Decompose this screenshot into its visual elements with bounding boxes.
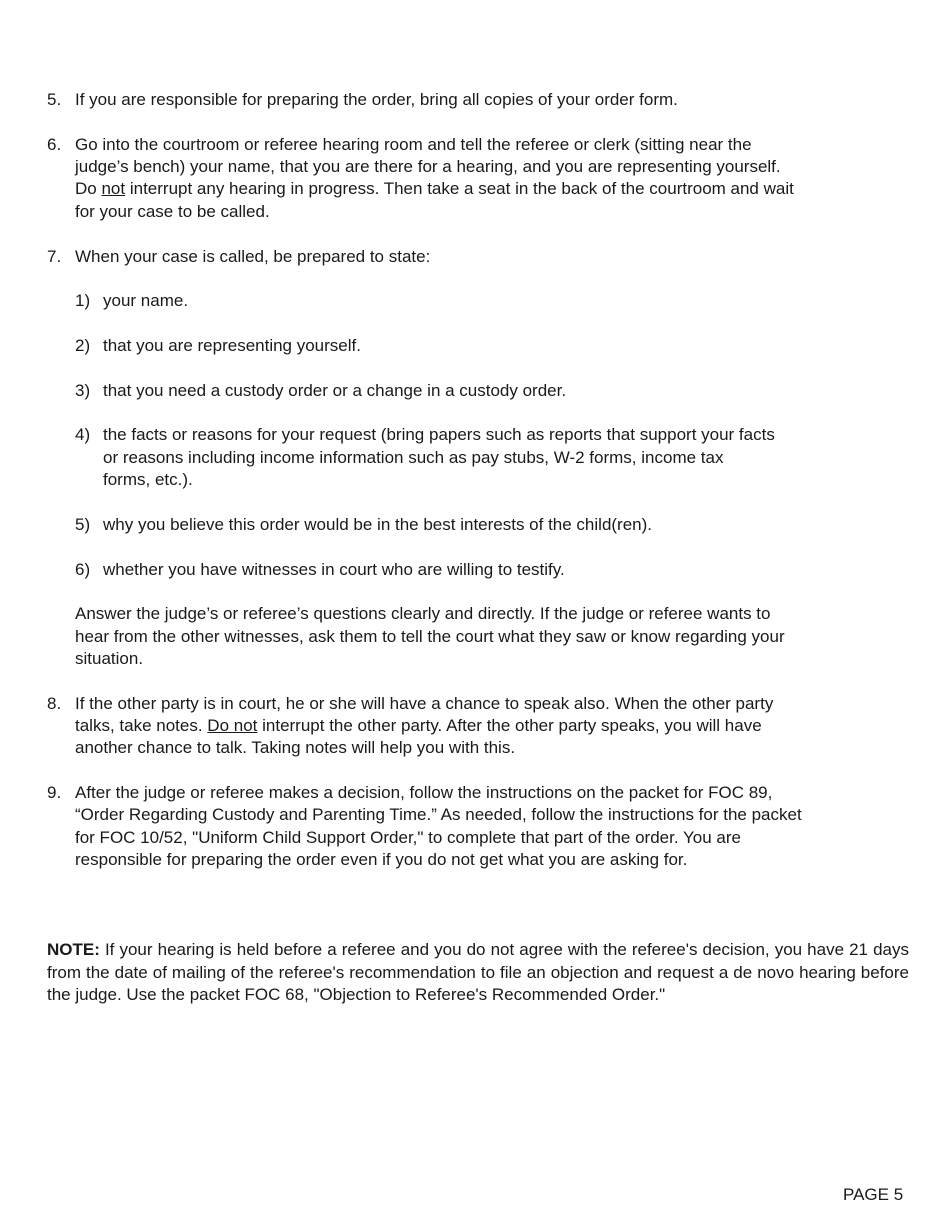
item-text-part: interrupt the other party. After the other party speaks, you will have	[257, 716, 762, 735]
item-text: Go into the courtroom or referee hearing room and tell the referee or clerk (sitting near the	[75, 135, 752, 154]
item-text: for your case to be called.	[75, 202, 270, 221]
item-text: responsible for preparing the order even if you do not get what you are asking for.	[75, 850, 688, 869]
subitem-number: 2)	[75, 336, 91, 355]
subitem-text: forms, etc.).	[103, 470, 193, 489]
emphasis-underline: Do not	[207, 716, 258, 735]
note-label: NOTE:	[47, 940, 100, 959]
item-number: 5.	[47, 90, 62, 109]
note-paragraph	[47, 939, 909, 1007]
subitem-text: whether you have witnesses in court who are willing to testify.	[103, 560, 565, 579]
note-text: If your hearing is held before a referee and you do not agree with the referee's decision, you have 21 days from the date of mailing of the referee's recommendation to file an objection and request a de novo hearing before the judge. Use the packet FOC 68, "Objection to Referee's Recommended Order."	[47, 940, 909, 1004]
subitem-text: that you are representing yourself.	[103, 336, 361, 355]
item-text-part: Do	[75, 179, 102, 198]
subitem-number: 1)	[75, 291, 91, 310]
subitem-text: your name.	[103, 291, 189, 310]
item-text: hear from the other witnesses, ask them to tell the court what they saw or know regarding your	[75, 627, 785, 646]
item-text	[75, 715, 762, 737]
item-text: judge’s bench) your name, that you are there for a hearing, and you are representing yourself.	[75, 157, 781, 176]
subitem-text: that you need a custody order or a change in a custody order.	[103, 381, 567, 400]
subitem-number: 4)	[75, 425, 91, 444]
item-text	[75, 178, 794, 200]
subitem-number: 6)	[75, 560, 91, 579]
subitem-number: 5)	[75, 515, 91, 534]
subitem-text: the facts or reasons for your request (bring papers such as reports that support your facts	[103, 425, 775, 444]
subitem-text: why you believe this order would be in the best interests of the child(ren).	[103, 515, 653, 534]
item-text: “Order Regarding Custody and Parenting Time.” As needed, follow the instructions for the packet	[75, 805, 802, 824]
item-text: for FOC 10/52, "Uniform Child Support Order," to complete that part of the order. You are	[75, 828, 741, 847]
item-number: 6.	[47, 135, 62, 154]
emphasis-underline: not	[101, 179, 126, 198]
item-text: When your case is called, be prepared to state:	[75, 247, 431, 266]
item-text: If the other party is in court, he or she will have a chance to speak also. When the other party	[75, 694, 774, 713]
subitem-number: 3)	[75, 381, 91, 400]
item-text: If you are responsible for preparing the order, bring all copies of your order form.	[75, 90, 678, 109]
item-number: 8.	[47, 694, 62, 713]
item-text-part: talks, take notes.	[75, 716, 208, 735]
item-number: 9.	[47, 783, 62, 802]
item-text: After the judge or referee makes a decision, follow the instructions on the packet for FOC 89,	[75, 783, 773, 802]
item-text-part: interrupt any hearing in progress. Then take a seat in the back of the courtroom and wait	[125, 179, 794, 198]
subitem-text: or reasons including income information such as pay stubs, W-2 forms, income tax	[103, 448, 724, 467]
item-text: Answer the judge’s or referee’s questions clearly and directly. If the judge or referee wants to	[75, 604, 771, 623]
page-number: PAGE 5	[843, 1185, 904, 1204]
item-text: situation.	[75, 649, 144, 668]
item-text: another chance to talk. Taking notes will help you with this.	[75, 738, 516, 757]
item-number: 7.	[47, 247, 62, 266]
